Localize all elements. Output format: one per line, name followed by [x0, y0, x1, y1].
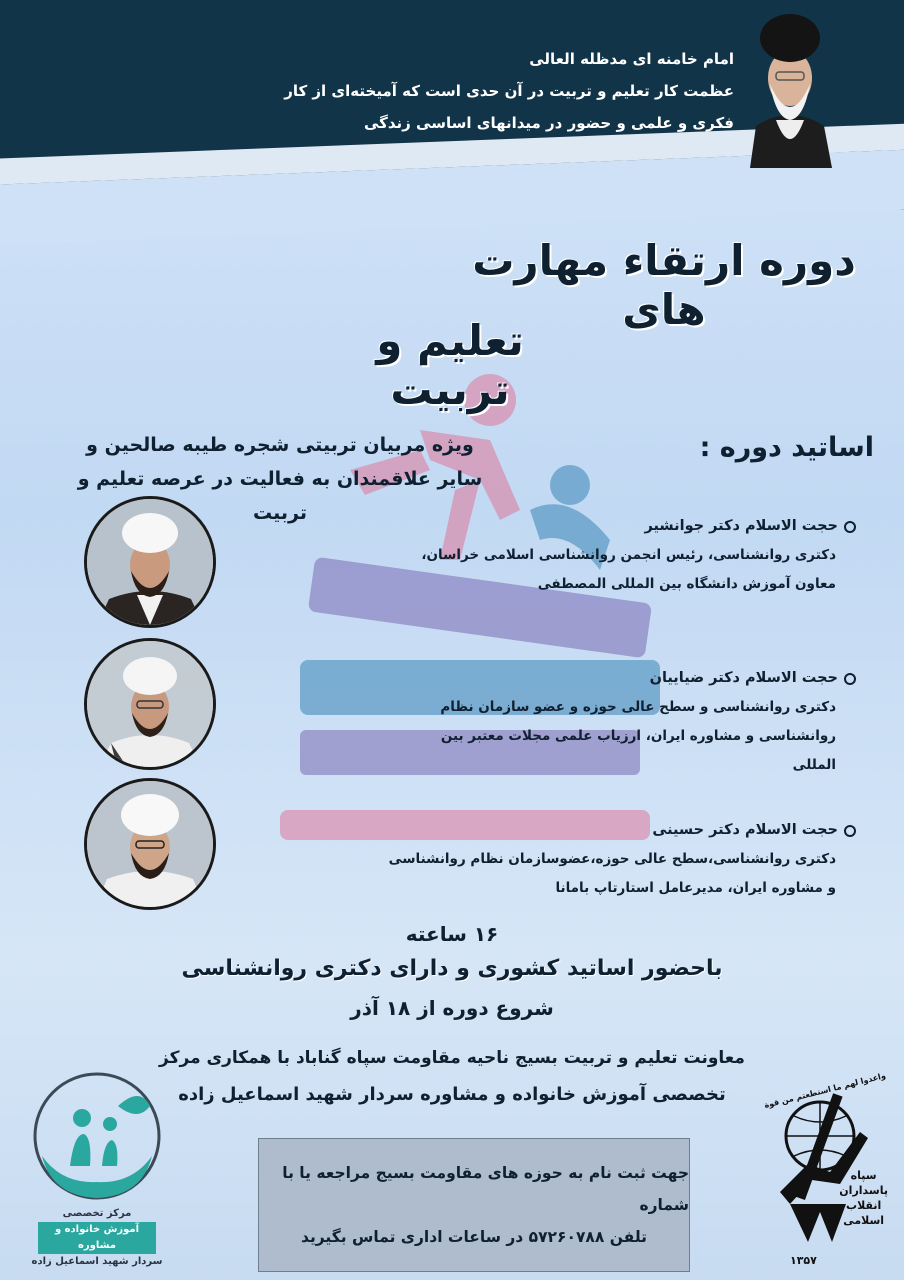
family-hands-icon: [22, 1066, 172, 1216]
bullet-icon: [844, 673, 856, 685]
bullet-icon: [844, 521, 856, 533]
organizer-line: تخصصی آموزش خانواده و مشاوره سردار شهید اسماعیل زاده: [178, 1084, 726, 1105]
course-title: دوره ارتقاء مهارت های: [472, 236, 856, 334]
logo-text: اسلامی: [843, 1214, 885, 1227]
teacher-desc: دکتری روانشناسی، رئیس انجمن روانشناسی اسلامی خراسان،: [421, 547, 836, 563]
logo-text: مرکز تخصصی: [62, 1208, 132, 1219]
teacher-desc: معاون آموزش دانشگاه بین المللی المصطفی: [537, 576, 836, 592]
course-presence: باحضور اساتید کشوری و دارای دکتری روانشناسی: [181, 956, 723, 981]
course-hours: ۱۶ ساعته: [405, 922, 499, 946]
family-center-logo: [22, 1066, 172, 1276]
audience-line: ویژه مربیان تربیتی شجره طیبه صالحین و: [86, 434, 474, 456]
teacher-name: حجت الاسلام دکتر ضیاییان: [649, 670, 838, 686]
logo-text: پاسداران: [839, 1184, 888, 1197]
course-subtitle: تعلیم و تربیت: [376, 316, 524, 414]
registration-box: [258, 1138, 690, 1272]
course-start: شروع دوره از ۱۸ آذر: [350, 996, 554, 1020]
teacher-name: حجت الاسلام دکتر حسینی: [652, 822, 838, 838]
organizer-line: معاونت تعلیم و تربیت بسیج ناحیه مقاومت سپاه گناباد با همکاری مرکز: [159, 1048, 745, 1068]
cleric-portrait-icon: [87, 641, 213, 767]
teacher-photo: [84, 638, 216, 770]
logo-motto: واعدوا لهم ما استطعتم من قوة: [763, 1071, 887, 1110]
quote-line: عظمت کار تعلیم و تربیت در آن حدی است که آمیخته‌ای از کار: [284, 82, 734, 100]
logo-text: آموزش خانواده و مشاوره: [38, 1222, 156, 1254]
teacher-desc: و مشاوره ایران، مدیرعامل استارتاپ بامانا: [555, 880, 836, 896]
audience-line: سایر علاقمندان به فعالیت در عرصه تعلیم و تربیت: [77, 468, 483, 524]
logo-text: سپاه: [850, 1169, 877, 1182]
teacher-entry: [276, 512, 856, 599]
bullet-icon: [844, 825, 856, 837]
quote-author: امام خامنه ای مدظله العالی: [529, 50, 734, 68]
quote-line: فکری و علمی و حضور در میدانهای اساسی زندگی: [363, 114, 734, 132]
registration-line: جهت ثبت نام به حوزه های مقاومت بسیج مراجعه یا با شماره: [282, 1164, 689, 1214]
logo-text: سردار شهید اسماعیل زاده: [31, 1256, 163, 1267]
teacher-name: حجت الاسلام دکتر جوانشیر: [644, 518, 838, 534]
registration-phone-line: تلفن ۵۷۲۶۰۷۸۸ در ساعات اداری تماس بگیرید: [301, 1228, 647, 1246]
irgc-logo: [760, 1072, 890, 1272]
teachers-heading: اساتید دوره :: [699, 432, 874, 463]
teacher-desc: المللی: [792, 757, 836, 773]
teacher-desc: دکتری روانشناسی،سطح عالی حوزه،عضوسازمان نظام روانشناسی: [388, 851, 836, 867]
teacher-desc: روانشناسی و مشاوره ایران، ارزیاب علمی مجلات معتبر بین: [440, 728, 836, 744]
teacher-photo: [84, 496, 216, 628]
teacher-entry: [276, 816, 856, 903]
teacher-desc: دکتری روانشناسی و سطح عالی حوزه و عضو سازمان نظام: [440, 699, 836, 715]
logo-year: ۱۳۵۷: [790, 1254, 817, 1267]
teacher-entry: [276, 664, 856, 780]
cleric-portrait-icon: [87, 499, 213, 625]
logo-text: انقلاب: [846, 1199, 882, 1212]
cleric-portrait-icon: [87, 781, 213, 907]
leader-portrait: [746, 8, 834, 168]
teacher-photo: [84, 778, 216, 910]
